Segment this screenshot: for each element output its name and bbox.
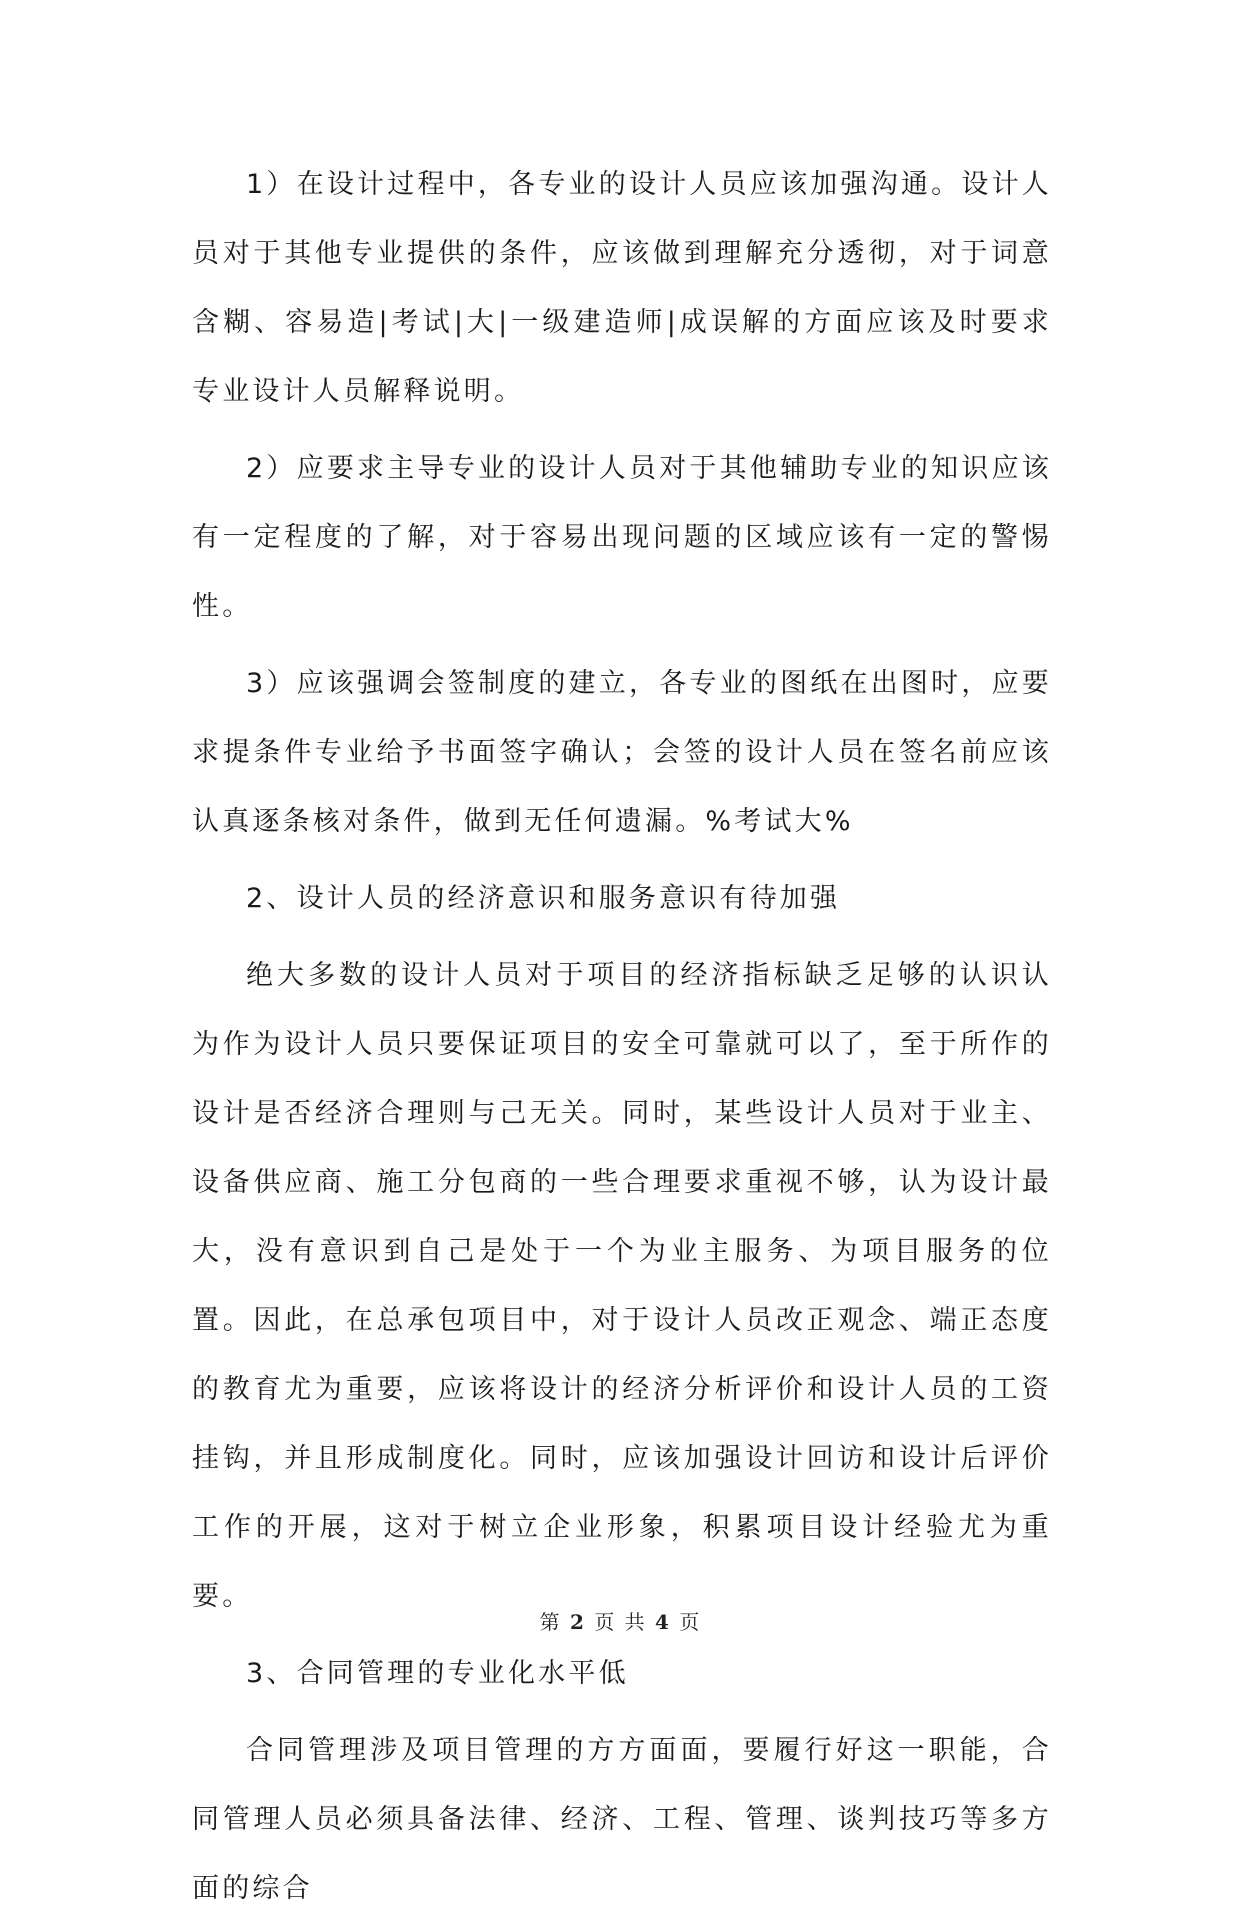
footer-middle: 页 共 <box>594 1610 647 1634</box>
footer-page-current: 2 <box>570 1610 586 1634</box>
paragraph-economic-awareness: 绝大多数的设计人员对于项目的经济指标缺乏足够的认识认为作为设计人员只要保证项目的安全可靠就可以了，至于所作的设计是否经济合理则与己无关。同时，某些设计人员对于业主、设备供应商、施工分包商的一些合理要求重视不够，认为设计最大，没有意识到自己是处于一个为业主服务、为项目服务的位置。因此，在总承包项目中，对于设计人员改正观念、端正态度的教育尤为重要，应该将设计的经济分析评价和设计人员的工资挂钩，并且形成制度化。同时，应该加强设计回访和设计后评价工作的开展，这对于树立企业形象，积累项目设计经验尤为重要。 <box>192 960 1052 1612</box>
document-body <box>192 150 1052 1931</box>
section-heading-2: 2、设计人员的经济意识和服务意识有待加强 <box>246 883 841 914</box>
footer-suffix: 页 <box>679 1610 702 1634</box>
paragraph-item-3: 3）应该强调会签制度的建立，各专业的图纸在出图时，应要求提条件专业给予书面签字确认；会签的设计人员在签名前应该认真逐条核对条件，做到无任何遗漏。%考试大% <box>192 668 1052 837</box>
footer-page-total: 4 <box>655 1610 671 1634</box>
section-heading-3: 3、合同管理的专业化水平低 <box>246 1658 629 1689</box>
paragraph-contract-management: 合同管理涉及项目管理的方方面面，要履行好这一职能，合同管理人员必须具备法律、经济、工程、管理、谈判技巧等多方面的综合 <box>192 1735 1052 1904</box>
page-footer <box>0 1606 1241 1635</box>
paragraph-item-2: 2）应要求主导专业的设计人员对于其他辅助专业的知识应该有一定程度的了解，对于容易出现问题的区域应该有一定的警惕性。 <box>192 453 1052 622</box>
paragraph-item-1: 1）在设计过程中，各专业的设计人员应该加强沟通。设计人员对于其他专业提供的条件，应该做到理解充分透彻，对于词意含糊、容易造|考试|大|一级建造师|成误解的方面应该及时要求专业设计人员解释说明。 <box>192 169 1052 407</box>
footer-prefix: 第 <box>539 1610 562 1634</box>
